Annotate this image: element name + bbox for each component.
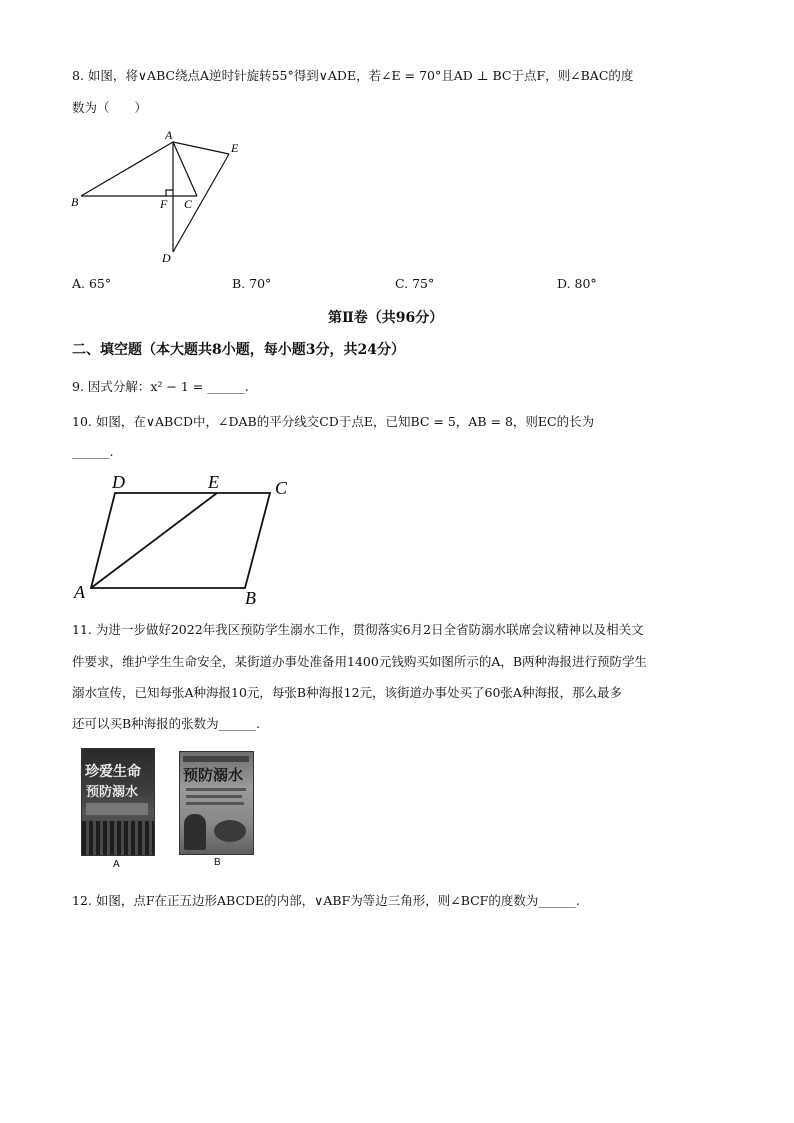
q8-label-b: B [71, 195, 79, 209]
q10-label-c: C [275, 478, 288, 498]
q11-line2: 件要求，维护学生生命安全，某街道办事处准备用1400元钱购买如图所示的A，B两种海报进行预防学生 [72, 654, 648, 669]
q8-option-b: B. 70° [232, 276, 272, 291]
q11-line1: 11. 为进一步做好2022年我区预防学生溺水工作，贯彻落实6月2日全省防溺水联席会议精神以及相关文 [72, 622, 644, 637]
q10-parallelogram [91, 493, 270, 588]
q10-line1: 10. 如图，在∨ABCD中，∠DAB的平分线交CD于点E，已知BC = 5，AB = 8，则EC的长为 [72, 414, 595, 429]
q8-option-c: C. 75° [395, 276, 435, 291]
q8-figure [60, 122, 280, 272]
poster-a-crowd [82, 821, 154, 855]
poster-b-illustration [214, 820, 246, 842]
poster-b-text-line [186, 795, 242, 798]
q10-figure [70, 468, 300, 608]
q9-text: 9. 因式分解：x² − 1 = ______. [72, 379, 249, 394]
q10-label-e: E [208, 472, 219, 492]
q12-text: 12. 如图，点F在正五边形ABCDE的内部，∨ABF为等边三角形，则∠BCF的度数为______. [72, 893, 580, 908]
part2-title: 第Ⅱ卷（共96分） [328, 310, 444, 326]
q10-label-a: A [74, 582, 85, 602]
q8-label-c: C [184, 197, 193, 211]
poster-a-image [81, 748, 155, 856]
q8-line1: 8. 如图，将∨ABC绕点A逆时针旋转55°得到∨ADE，若∠E = 70°且AD ⊥ BC于点F，则∠BAC的度 [72, 68, 634, 83]
poster-a-title-1: 珍爱生命 [85, 764, 141, 780]
q8-option-a: A. 65° [72, 276, 112, 291]
poster-b-text-line [186, 788, 246, 791]
q10-label-b: B [245, 588, 256, 608]
q8-segment-ab [81, 142, 173, 196]
poster-a-title-2: 预防溺水 [86, 785, 139, 800]
poster-b-figure [184, 814, 206, 850]
section2-title: 二、填空题（本大题共8小题，每小题3分，共24分） [72, 342, 405, 358]
poster-b-image [179, 751, 254, 855]
poster-b-header-bar [183, 756, 249, 762]
q8-right-angle-mark [166, 190, 173, 196]
q10-label-d: D [112, 472, 125, 492]
q8-label-d: D [162, 251, 171, 265]
q10-line2: ______. [72, 444, 114, 459]
q8-segment-ae [173, 142, 229, 154]
poster-b-text-line [186, 802, 244, 805]
q10-segment-ae [91, 493, 217, 588]
q8-line2: 数为（ ） [72, 100, 148, 115]
q11-line4: 还可以买B种海报的张数为______. [72, 716, 261, 731]
q8-label-a: A [165, 128, 173, 142]
poster-b-label: B [214, 857, 221, 868]
q8-option-d: D. 80° [557, 276, 597, 291]
poster-a-banner [86, 803, 148, 815]
q11-line3: 溺水宣传，已知每张A种海报10元，每张B种海报12元，该街道办事处买了60张A种海报，那么最多 [72, 685, 622, 700]
q8-segment-ac [173, 142, 197, 196]
poster-a-label: A [113, 859, 120, 870]
q8-segment-de [173, 154, 229, 252]
poster-b-title: 预防溺水 [183, 766, 244, 784]
q8-label-e: E [231, 141, 239, 155]
q8-label-f: F [160, 197, 168, 211]
